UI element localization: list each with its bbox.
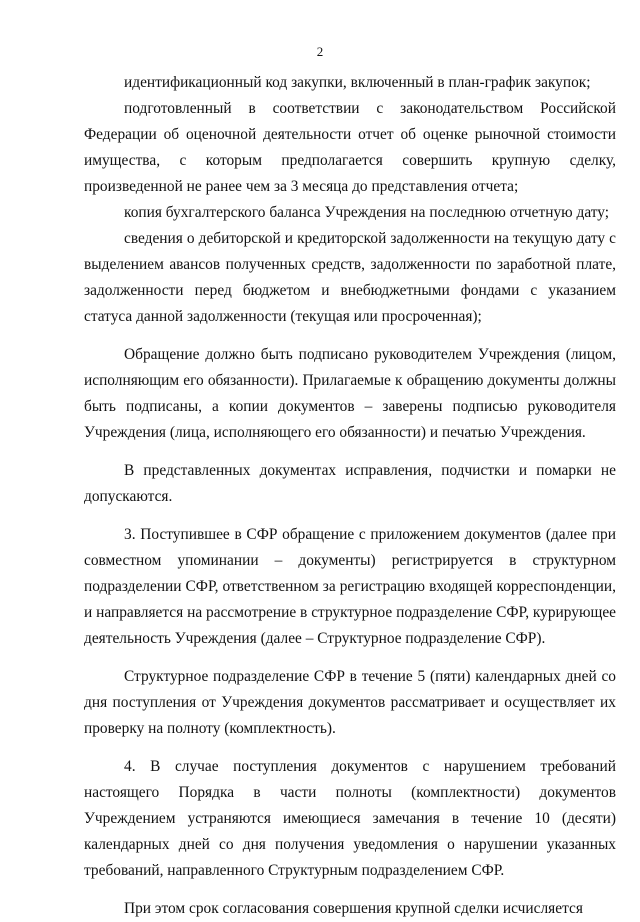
paragraph-section-3: 3. Поступившее в СФР обращение с приложением документов (далее при совместном упоминании – документы) регистрируется в структурном подразделении СФР, ответственном за регистрацию входящей корреспонденции, и направляется на рассмотрение в структурное подразделение СФР, курирующее деятельность Учреждения (далее – Структурное подразделение СФР). xyxy=(84,526,616,647)
page-number: 2 xyxy=(316,44,324,59)
document-body xyxy=(84,70,616,922)
paragraph-signature-requirements: Обращение должно быть подписано руководителем Учреждения (лицом, исполняющим его обязанности). Прилагаемые к обращению документы должны быть подписаны, а копии документов – заверены подписью руководителя Учреждения (лица, исполняющего его обязанности) и печатью Учреждения. xyxy=(84,346,616,441)
paragraph-deadline: При этом срок согласования совершения крупной сделки исчисляется xyxy=(124,900,583,917)
paragraph-no-corrections: В представленных документах исправления, подчистки и помарки не допускаются. xyxy=(84,462,616,505)
paragraph-debt-info: сведения о дебиторской и кредиторской задолженности на текущую дату с выделением авансов полученных средств, задолженности по заработной плате, задолженности перед бюджетом и внебюджетными фондами с указанием статуса данной задолженности (текущая или просроченная); xyxy=(84,230,616,325)
paragraph-procurement-code: идентификационный код закупки, включенный в план-график закупок; xyxy=(124,74,591,91)
paragraph-balance-sheet: копия бухгалтерского баланса Учреждения на последнюю отчетную дату; xyxy=(124,204,610,221)
paragraph-valuation-report: подготовленный в соответствии с законодательством Российской Федерации об оценочной деятельности отчет об оценке рыночной стоимости имущества, с которым предполагается совершить крупную сделку, произведенной не ранее чем за 3 месяца до представления отчета; xyxy=(84,100,616,195)
paragraph-review-period: Структурное подразделение СФР в течение 5 (пяти) календарных дней со дня поступления от Учреждения документов рассматривает и осуществляет их проверку на полноту (комплектность). xyxy=(84,668,616,737)
paragraph-section-4: 4. В случае поступления документов с нарушением требований настоящего Порядка в части полноты (комплектности) документов Учреждением устраняются имеющиеся замечания в течение 10 (десяти) календарных дней со дня получения уведомления о нарушении указанных требований, направленного Структурным подразделением СФР. xyxy=(84,758,616,879)
